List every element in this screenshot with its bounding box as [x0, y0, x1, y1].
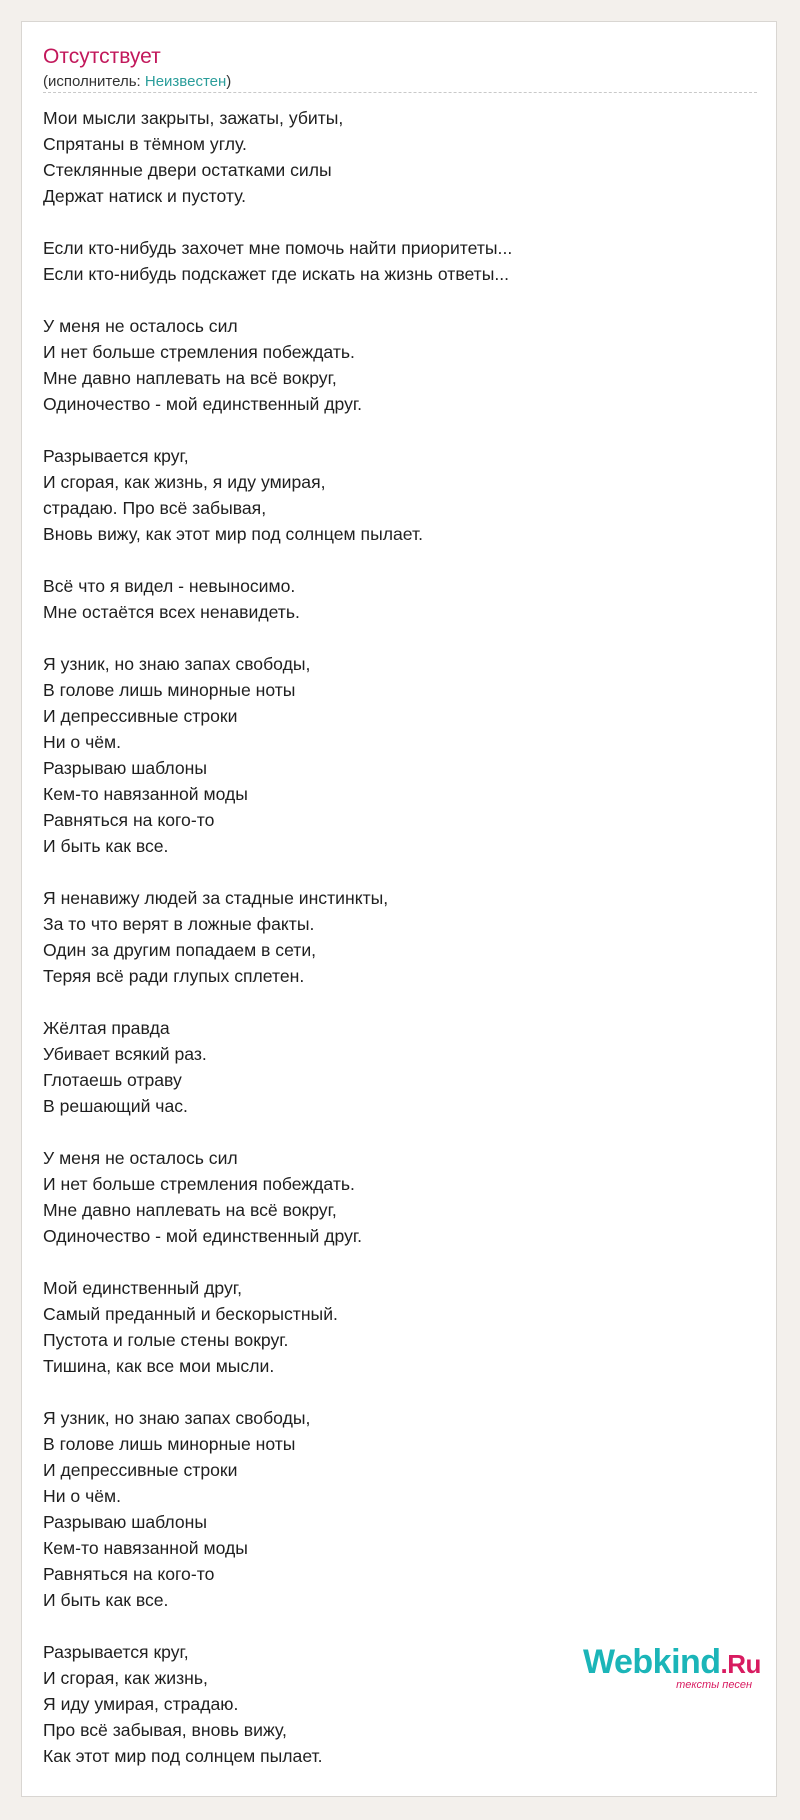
lyrics-line: Мне давно наплевать на всё вокруг,: [43, 1200, 337, 1220]
lyrics-line: Теряя всё ради глупых сплетен.: [43, 966, 305, 986]
lyrics-text: [43, 105, 757, 1795]
lyrics-line: Кем-то навязанной моды: [43, 1538, 248, 1558]
lyrics-line: Мне остаётся всех ненавидеть.: [43, 602, 300, 622]
lyrics-line: Один за другим попадаем в сети,: [43, 940, 317, 960]
lyrics-line: Равняться на кого-то: [43, 810, 215, 830]
lyrics-line: И быть как все.: [43, 836, 169, 856]
lyrics-line: Одиночество - мой единственный друг.: [43, 1226, 363, 1246]
song-title: Отсутствует: [43, 45, 161, 68]
lyrics-line: Разрывается круг,: [43, 1642, 189, 1662]
lyrics-line: Глотаешь отраву: [43, 1070, 182, 1090]
lyrics-card: [21, 21, 777, 1797]
artist-line: [43, 73, 231, 91]
logo-name: Webkind: [583, 1643, 721, 1681]
lyrics-line: И быть как все.: [43, 1590, 169, 1610]
lyrics-stanza: [43, 1145, 757, 1249]
lyrics-line: Если кто-нибудь подскажет где искать на жизнь ответы...: [43, 264, 510, 284]
lyrics-stanza: [43, 235, 757, 287]
lyrics-line: Кем-то навязанной моды: [43, 784, 248, 804]
lyrics-line: Ни о чём.: [43, 732, 122, 752]
artist-suffix: ): [226, 73, 232, 90]
lyrics-line: Тишина, как все мои мысли.: [43, 1356, 275, 1376]
lyrics-line: Разрываю шаблоны: [43, 1512, 208, 1532]
lyrics-stanza: [43, 443, 757, 547]
lyrics-line: Мой единственный друг,: [43, 1278, 242, 1298]
artist-prefix: (исполнитель:: [43, 73, 145, 90]
lyrics-line: Самый преданный и бескорыстный.: [43, 1304, 338, 1324]
lyrics-line: За то что верят в ложные факты.: [43, 914, 315, 934]
lyrics-line: Ни о чём.: [43, 1486, 122, 1506]
lyrics-stanza: [43, 1405, 757, 1613]
lyrics-line: Я ненавижу людей за стадные инстинкты,: [43, 888, 389, 908]
lyrics-line: Жёлтая правда: [43, 1018, 170, 1038]
lyrics-line: У меня не осталось сил: [43, 316, 238, 336]
lyrics-line: Я узник, но знаю запах свободы,: [43, 1408, 311, 1428]
lyrics-line: Про всё забывая, вновь вижу,: [43, 1720, 287, 1740]
lyrics-line: В решающий час.: [43, 1096, 188, 1116]
lyrics-line: Как этот мир под солнцем пылает.: [43, 1746, 323, 1766]
lyrics-line: И нет больше стремления побеждать.: [43, 1174, 355, 1194]
title-divider: [43, 92, 757, 93]
lyrics-stanza: [43, 1275, 757, 1379]
lyrics-line: Спрятаны в тёмном углу.: [43, 134, 247, 154]
lyrics-line: Я иду умирая, страдаю.: [43, 1694, 239, 1714]
lyrics-stanza: [43, 651, 757, 859]
lyrics-line: Равняться на кого-то: [43, 1564, 215, 1584]
lyrics-line: В голове лишь минорные ноты: [43, 680, 296, 700]
lyrics-stanza: [43, 573, 757, 625]
webkind-logo[interactable]: [583, 1642, 761, 1692]
lyrics-line: Я узник, но знаю запах свободы,: [43, 654, 311, 674]
lyrics-line: Если кто-нибудь захочет мне помочь найти приоритеты...: [43, 238, 513, 258]
lyrics-line: Разрывается круг,: [43, 446, 189, 466]
lyrics-line: И сгорая, как жизнь, я иду умирая,: [43, 472, 326, 492]
lyrics-line: В голове лишь минорные ноты: [43, 1434, 296, 1454]
lyrics-stanza: [43, 885, 757, 989]
lyrics-line: Пустота и голые стены вокруг.: [43, 1330, 289, 1350]
lyrics-line: И нет больше стремления побеждать.: [43, 342, 355, 362]
lyrics-line: Держат натиск и пустоту.: [43, 186, 247, 206]
lyrics-line: страдаю. Про всё забывая,: [43, 498, 267, 518]
lyrics-line: Стеклянные двери остатками силы: [43, 160, 332, 180]
logo-tld: .Ru: [720, 1649, 761, 1679]
lyrics-line: Мне давно наплевать на всё вокруг,: [43, 368, 337, 388]
lyrics-line: Одиночество - мой единственный друг.: [43, 394, 363, 414]
lyrics-line: Убивает всякий раз.: [43, 1044, 207, 1064]
lyrics-line: Мои мысли закрыты, зажаты, убиты,: [43, 108, 344, 128]
logo-wordmark: [583, 1642, 761, 1684]
lyrics-line: И депрессивные строки: [43, 1460, 238, 1480]
lyrics-line: Всё что я видел - невыносимо.: [43, 576, 296, 596]
lyrics-stanza: [43, 105, 757, 209]
lyrics-line: И сгорая, как жизнь,: [43, 1668, 208, 1688]
lyrics-stanza: [43, 1015, 757, 1119]
lyrics-line: Вновь вижу, как этот мир под солнцем пылает.: [43, 524, 423, 544]
logo-tagline: тексты песен: [676, 1679, 752, 1691]
lyrics-line: И депрессивные строки: [43, 706, 238, 726]
artist-link[interactable]: Неизвестен: [144, 73, 227, 90]
lyrics-stanza: [43, 313, 757, 417]
lyrics-line: Разрываю шаблоны: [43, 758, 208, 778]
lyrics-line: У меня не осталось сил: [43, 1148, 238, 1168]
